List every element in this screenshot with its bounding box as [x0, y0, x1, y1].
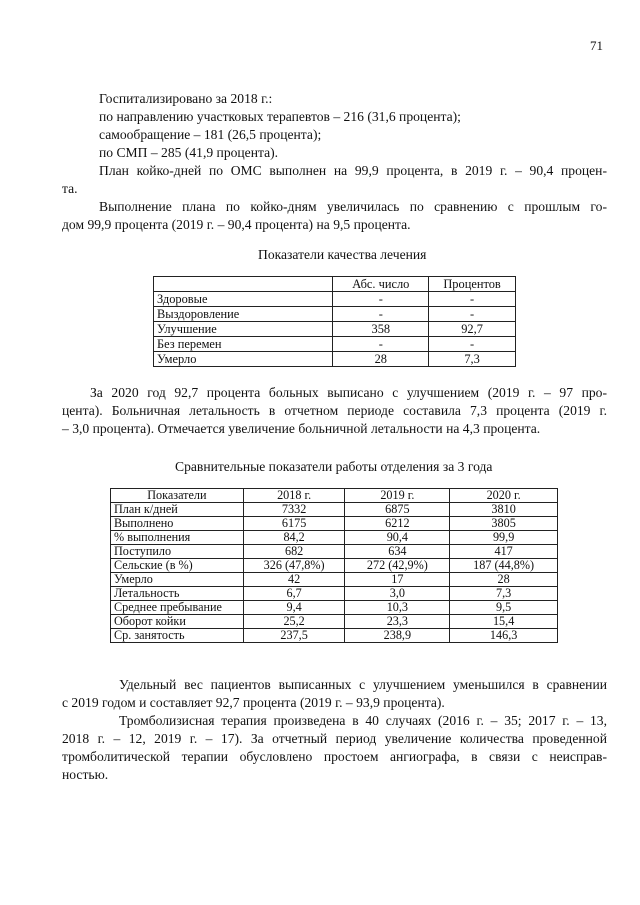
- table-row: [111, 545, 558, 559]
- table-cell: 25,2: [243, 615, 345, 629]
- table-cell: Здоровые: [154, 292, 333, 307]
- text-line: по СМП – 285 (41,9 процента).: [99, 145, 279, 160]
- text-line: самообращение – 181 (26,5 процента);: [99, 127, 322, 142]
- hospitalization-breakdown: [99, 90, 569, 162]
- table-cell: 237,5: [243, 629, 345, 643]
- header-cell: Процентов: [429, 277, 516, 292]
- text-line: – 3,0 процента). Отмечается увеличение больничной летальности на 4,3 процента.: [62, 421, 541, 436]
- table-cell: Ср. занятость: [111, 629, 244, 643]
- table-cell: Сельские (в %): [111, 559, 244, 573]
- table-row: [154, 352, 516, 367]
- quality-indicators-table: [153, 276, 516, 367]
- quality-table-caption: Показатели качества лечения: [258, 247, 427, 262]
- text-line: 2018 г. – 12, 2019 г. – 17). За отчетный период увеличение количества проведенной: [62, 731, 607, 746]
- table-cell: 10,3: [345, 601, 450, 615]
- table-row: [111, 629, 558, 643]
- table-cell: 7,3: [429, 352, 516, 367]
- table-cell: 3,0: [345, 587, 450, 601]
- table-row: [154, 337, 516, 352]
- table-cell: 6212: [345, 517, 450, 531]
- table-cell: 634: [345, 545, 450, 559]
- table-cell: 9,4: [243, 601, 345, 615]
- header-cell: 2018 г.: [243, 489, 345, 503]
- table-cell: -: [333, 292, 429, 307]
- table-header-row: [111, 489, 558, 503]
- table-cell: 28: [450, 573, 558, 587]
- table-cell: % выполнения: [111, 531, 244, 545]
- text-line: с 2019 годом и составляет 92,7 процента (2019 г. – 93,9 процента).: [62, 695, 445, 710]
- table-row: [111, 615, 558, 629]
- table-cell: Поступило: [111, 545, 244, 559]
- table-row: [111, 559, 558, 573]
- table-row: [111, 531, 558, 545]
- table-row: [111, 517, 558, 531]
- table-cell: 90,4: [345, 531, 450, 545]
- table-cell: 84,2: [243, 531, 345, 545]
- table-cell: Летальность: [111, 587, 244, 601]
- text-line: Тромболизисная терапия произведена в 40 случаях (2016 г. – 35; 2017 г. – 13,: [119, 713, 607, 728]
- table-cell: 7332: [243, 503, 345, 517]
- header-cell: Показатели: [111, 489, 244, 503]
- text-line: Удельный вес пациентов выписанных с улучшением уменьшился в сравнении: [119, 677, 607, 692]
- table-cell: Без перемен: [154, 337, 333, 352]
- table-cell: Выполнено: [111, 517, 244, 531]
- text-line: План койко-дней по ОМС выполнен на 99,9 процента, в 2019 г. – 90,4 процен-: [99, 163, 607, 178]
- table-cell: 272 (42,9%): [345, 559, 450, 573]
- table-cell: 6,7: [243, 587, 345, 601]
- text-line: Госпитализировано за 2018 г.:: [99, 91, 273, 106]
- table-cell: 23,3: [345, 615, 450, 629]
- text-line: та.: [62, 181, 78, 196]
- improvement-share-paragraph: [62, 676, 607, 712]
- page-number: 71: [590, 38, 603, 53]
- table-cell: 6175: [243, 517, 345, 531]
- text-line: ностью.: [62, 767, 109, 782]
- text-line: тромболитической терапии обусловлено простоем ангиографа, в связи с неисправ-: [62, 749, 607, 764]
- table-cell: 417: [450, 545, 558, 559]
- treatment-results-paragraph: [62, 384, 607, 438]
- table-cell: 682: [243, 545, 345, 559]
- text-line: дом 99,9 процента (2019 г. – 90,4 процента) на 9,5 процента.: [62, 217, 411, 232]
- table-cell: 28: [333, 352, 429, 367]
- table-cell: Умерло: [111, 573, 244, 587]
- table-cell: -: [429, 292, 516, 307]
- text-line: За 2020 год 92,7 процента больных выписано с улучшением (2019 г. – 97 про-: [90, 385, 607, 400]
- table-cell: 326 (47,8%): [243, 559, 345, 573]
- table-cell: 15,4: [450, 615, 558, 629]
- table-cell: 92,7: [429, 322, 516, 337]
- text-line: цента). Больничная летальность в отчетном периоде составила 7,3 процента (2019 г.: [62, 403, 607, 418]
- thrombolysis-paragraph: [62, 712, 607, 784]
- table-cell: -: [333, 307, 429, 322]
- table-cell: Улучшение: [154, 322, 333, 337]
- comparison-table-caption: Сравнительные показатели работы отделения за 3 года: [175, 459, 493, 474]
- header-cell: 2020 г.: [450, 489, 558, 503]
- table-cell: 99,9: [450, 531, 558, 545]
- table-row: [111, 601, 558, 615]
- header-cell: 2019 г.: [345, 489, 450, 503]
- table-cell: -: [429, 307, 516, 322]
- table-cell: 9,5: [450, 601, 558, 615]
- table-cell: -: [429, 337, 516, 352]
- table-row: [111, 503, 558, 517]
- table-cell: 17: [345, 573, 450, 587]
- header-cell: Абс. число: [333, 277, 429, 292]
- table-row: [154, 322, 516, 337]
- table-header-row: [154, 277, 516, 292]
- table-row: [111, 587, 558, 601]
- department-comparison-table: [110, 488, 558, 643]
- table-cell: Выздоровление: [154, 307, 333, 322]
- table-row: [154, 292, 516, 307]
- table-cell: 3805: [450, 517, 558, 531]
- text-line: Выполнение плана по койко-дням увеличилась по сравнению с прошлым го-: [99, 199, 607, 214]
- table-cell: -: [333, 337, 429, 352]
- table-cell: 187 (44,8%): [450, 559, 558, 573]
- table-row: [111, 573, 558, 587]
- table-cell: 238,9: [345, 629, 450, 643]
- table-cell: 42: [243, 573, 345, 587]
- table-cell: Среднее пребывание: [111, 601, 244, 615]
- table-cell: 7,3: [450, 587, 558, 601]
- table-row: [154, 307, 516, 322]
- header-cell: [154, 277, 333, 292]
- table-cell: Оборот койки: [111, 615, 244, 629]
- table-cell: 6875: [345, 503, 450, 517]
- table-cell: 146,3: [450, 629, 558, 643]
- bed-days-paragraph: [62, 162, 607, 234]
- table-cell: 358: [333, 322, 429, 337]
- table-cell: Умерло: [154, 352, 333, 367]
- table-cell: 3810: [450, 503, 558, 517]
- text-line: по направлению участковых терапевтов – 216 (31,6 процента);: [99, 109, 461, 124]
- table-cell: План к/дней: [111, 503, 244, 517]
